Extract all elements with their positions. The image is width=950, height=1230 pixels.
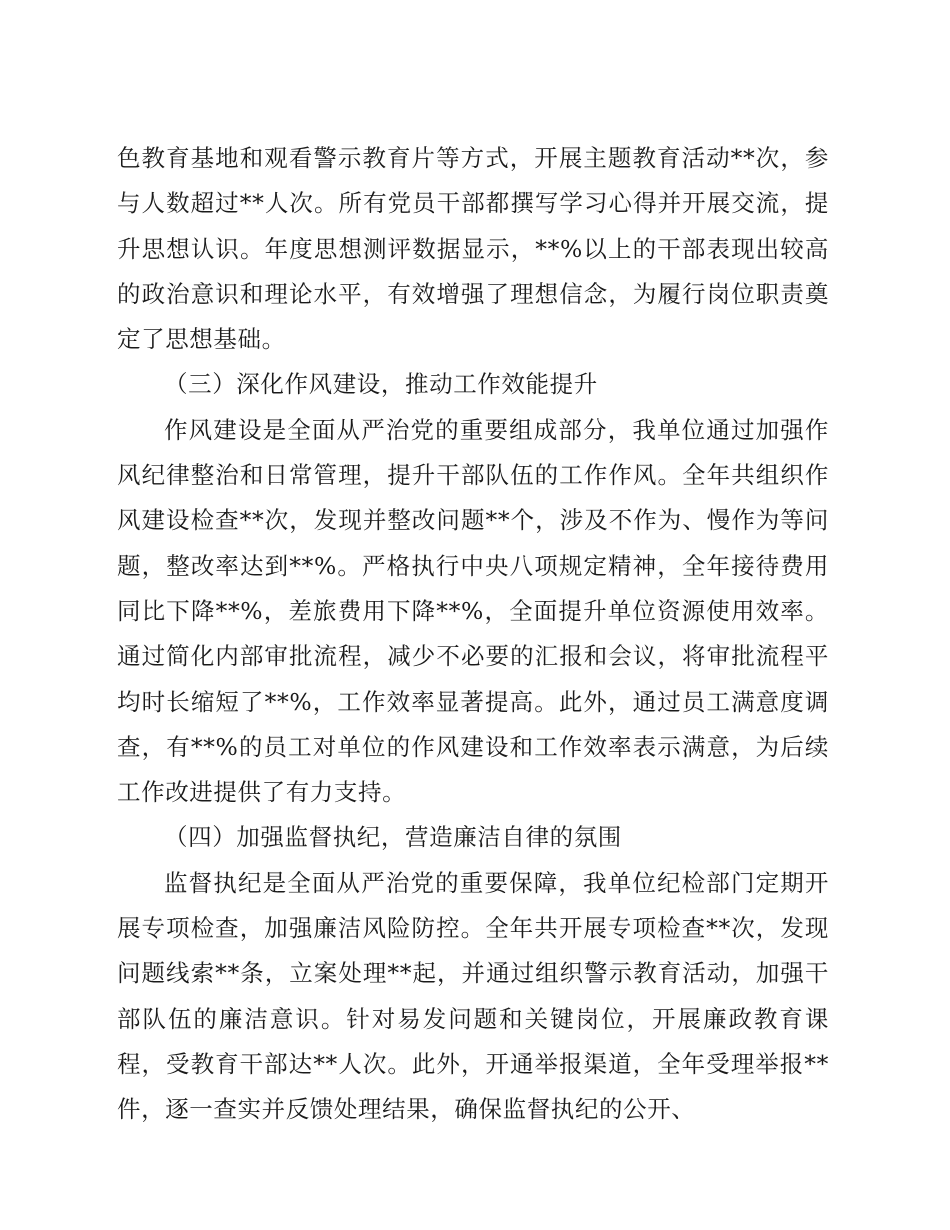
document-body [117, 136, 829, 1133]
section-heading-3: （三）深化作风建设，推动工作效能提升 [164, 370, 598, 399]
paragraph-continuation: 色教育基地和观看警示教育片等方式，开展主题教育活动**次，参与人数超过**人次。所有党员干部都撰写学习心得并开展交流，提升思想认识。年度思想测评数据显示，**%以上的干部表现出较高的政治意识和理论水平，有效增强了理想信念，为履行岗位职责奠定了思想基础。 [117, 144, 829, 354]
section-paragraph-4: 监督执纪是全面从严治党的重要保障，我单位纪检部门定期开展专项检查，加强廉洁风险防控。全年共开展专项检查**次，发现问题线索**条，立案处理**起，并通过组织警示教育活动，加强干部队伍的廉洁意识。针对易发问题和关键岗位，开展廉政教育课程，受教育干部达**人次。此外，开通举报渠道，全年受理举报**件，逐一查实并反馈处理结果，确保监督执纪的公开、 [117, 868, 829, 1124]
section-paragraph-3: 作风建设是全面从严治党的重要组成部分，我单位通过加强作风纪律整治和日常管理，提升干部队伍的工作作风。全年共组织作风建设检查**次，发现并整改问题**个，涉及不作为、慢作为等问题，整改率达到**%。严格执行中央八项规定精神，全年接待费用同比下降**%，差旅费用下降**%，全面提升单位资源使用效率。通过简化内部审批流程，减少不必要的汇报和会议，将审批流程平均时长缩短了**%，工作效率显著提高。此外，通过员工满意度调查，有**%的员工对单位的作风建设和工作效率表示满意，为后续工作改进提供了有力支持。 [117, 415, 829, 807]
section-heading-4: （四）加强监督执纪，营造廉洁自律的氛围 [164, 823, 622, 852]
